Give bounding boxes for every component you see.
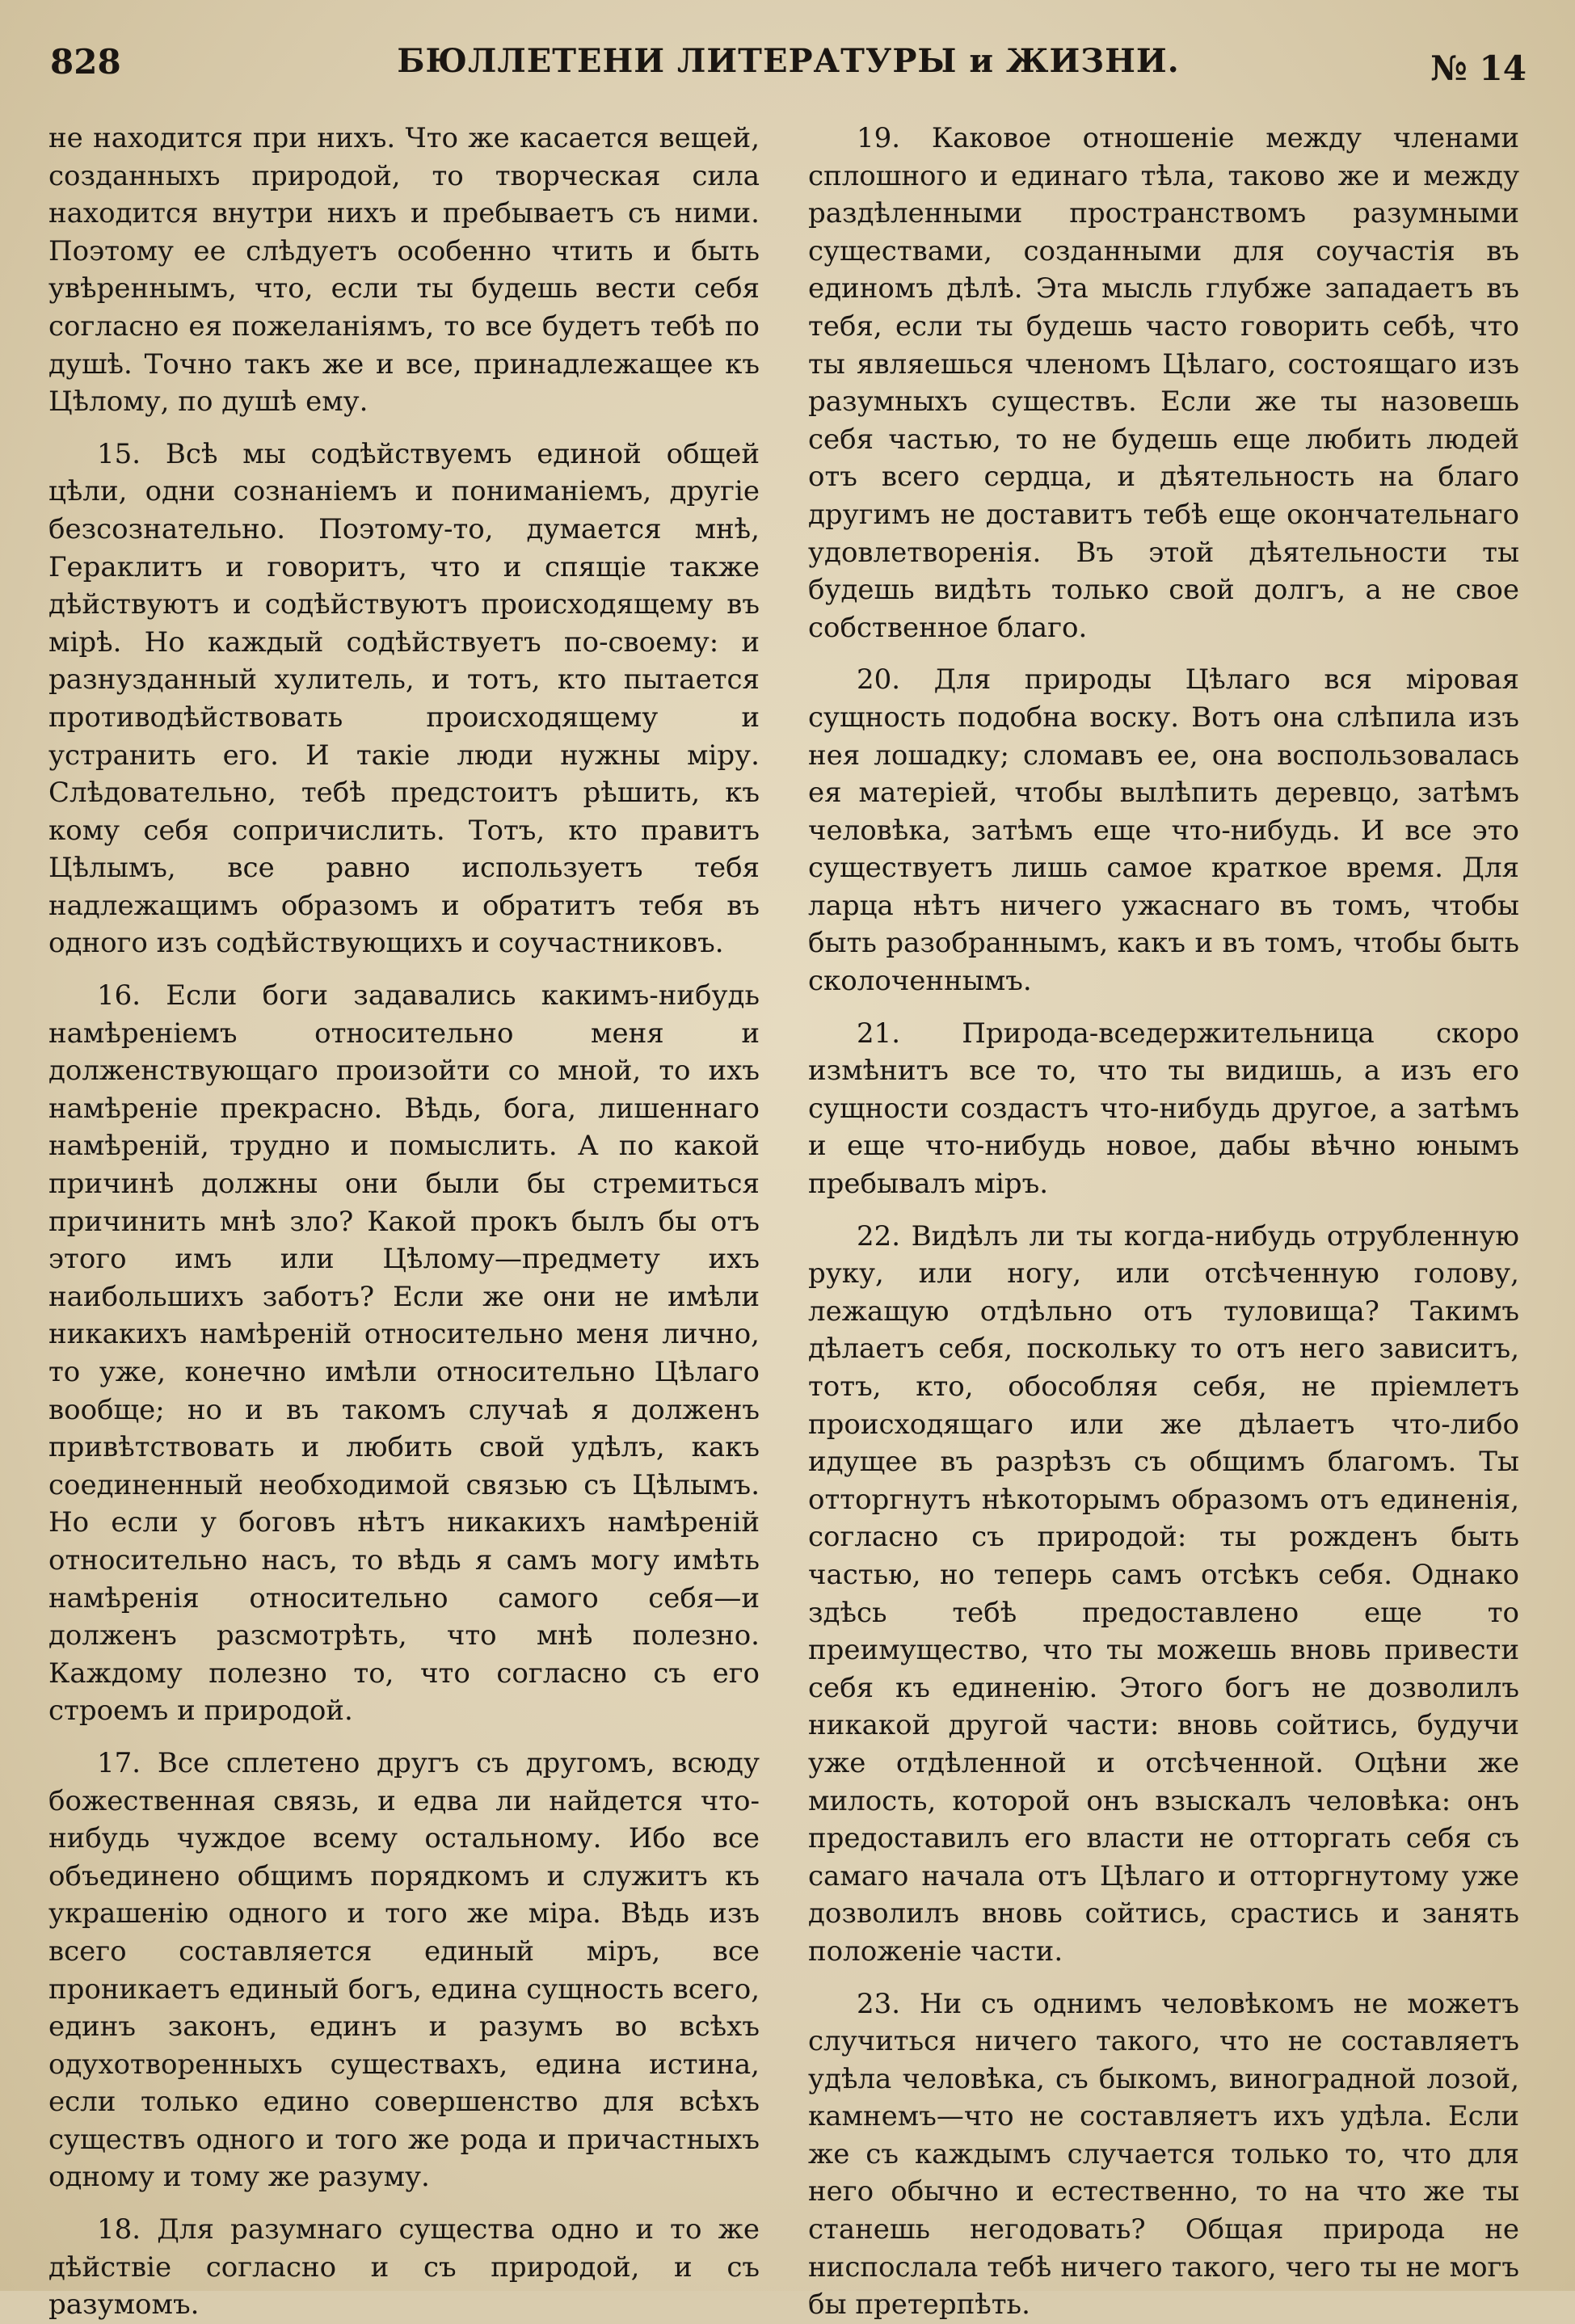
paragraph-19: 19. Каковое отношеніе между членами сплошного и единаго тѣла, таково же и между раздѣленными пространствомъ разумными существами, созданными для соучастія въ единомъ дѣлѣ. Эта мысль глубже западаетъ въ тебя, если ты будешь часто говорить себѣ, что ты являешься членомъ Цѣлаго, состоящаго изъ разумныхъ существъ. Если же ты назовешь себя частью, то не будешь еще любить людей отъ всего сердца, и дѣятельность на благо другимъ не доставитъ тебѣ еще окончательнаго удовлетворенія. Въ этой дѣятельности ты будешь видѣть только свой долгъ, а не свое собственное благо. <box>808 122 1519 644</box>
right-column <box>808 120 1519 2322</box>
page-number: 828 <box>50 42 121 82</box>
paragraph-15: 15. Всѣ мы содѣйствуемъ единой общей цѣли, одни сознаніемъ и пониманіемъ, другіе безсознательно. Поэтому-то, думается мнѣ, Гераклитъ и говоритъ, что и спящіе также дѣйствуютъ и содѣйствуютъ происходящему въ мірѣ. Но каждый содѣйствуетъ по-своему: и разнузданный хулитель, и тотъ, кто пытается противодѣйствовать происходящему и устранить его. И такіе люди нужны міру. Слѣдовательно, тебѣ предстоитъ рѣшить, къ кому себя сопричислить. Тотъ, кто правитъ Цѣлымъ, все равно используетъ тебя надлежащимъ образомъ и обратитъ тебя въ одного изъ содѣйствующихъ и соучастниковъ. <box>48 437 760 960</box>
paragraph-17: 17. Все сплетено другъ съ другомъ, всюду божественная связь, и едва ли найдется что-нибудь чуждое всему остальному. Ибо все объединено общимъ порядкомъ и служитъ къ украшенію одного и того же міра. Вѣдь изъ всего составляется единый міръ, все проникаетъ единый богъ, едина сущность всего, единъ законъ, единъ и разумъ во всѣхъ одухотворенныхъ существахъ, едина истина, если только едино совершенство для всѣхъ существъ одного и того же рода и причастныхъ одному и тому же разуму. <box>48 1746 760 2194</box>
left-column <box>48 120 760 2322</box>
paragraph-21: 21. Природа-вседержительница скоро измѣнитъ все то, что ты видишь, а изъ его сущности создастъ что-нибудь другое, а затѣмъ и еще что-нибудь новое, дабы вѣчно юнымъ пребывалъ міръ. <box>808 1017 1519 1201</box>
paragraph-22: 22. Видѣлъ ли ты когда-нибудь отрубленную руку, или ногу, или отсѣченную голову, лежащую отдѣльно отъ туловища? Такимъ дѣлаетъ себя, поскольку то отъ него зависитъ, тотъ, кто, обособляя себя, не пріемлетъ происходящаго или же дѣлаетъ что-либо идущее въ разрѣзъ съ общимъ благомъ. Ты отторгнутъ нѣкоторымъ образомъ отъ единенія, согласно съ природой: ты рожденъ быть частью, но теперь самъ отсѣкъ себя. Однако здѣсь тебѣ предоставлено еще то преимущество, что ты можешь вновь привести себя къ единенію. Этого богъ не дозволилъ никакой другой части: вновь сойтись, будучи уже отдѣленной и отсѣченной. Оцѣни же милость, которой онъ взыскалъ человѣка: онъ предоставилъ его власти не отторгать себя съ самаго начала отъ Цѣлаго и отторгнутому уже дозволилъ вновь сойтись, срастись и занять положеніе части. <box>808 1219 1519 1968</box>
paragraph-18: 18. Для разумнаго существа одно и то же дѣйствіе согласно и съ природой, и съ разумомъ. <box>48 2213 760 2322</box>
paragraph-16: 16. Если боги задавались какимъ-нибудь намѣреніемъ относительно меня и долженствующаго произойти со мной, то ихъ намѣреніе прекрасно. Вѣдь, бога, лишеннаго намѣреній, трудно и помыслить. А по какой причинѣ должны они были бы стремиться причинить мнѣ зло? Какой прокъ былъ бы отъ этого имъ или Цѣлому—предмету ихъ наибольшихъ заботъ? Если же они не имѣли никакихъ намѣреній относительно меня лично, то уже, конечно имѣли относительно Цѣлаго вообще; но и въ такомъ случаѣ я долженъ привѣтствовать и любить свой удѣлъ, какъ соединенный необходимой связью съ Цѣлымъ. Но если у боговъ нѣтъ никакихъ намѣреній относительно насъ, то вѣдь я самъ могу имѣть намѣренія относительно самого себя—и долженъ разсмотрѣть, что мнѣ полезно. Каждому полезно то, что согласно съ его строемъ и природой. <box>48 979 760 1728</box>
paragraph-20: 20. Для природы Цѣлаго вся міровая сущность подобна воску. Вотъ она слѣпила изъ нея лошадку; сломавъ ее, она воспользовалась ея матеріей, чтобы вылѣпить деревцо, затѣмъ человѣка, затѣмъ еще что-нибудь. И все это существуетъ лишь самое краткое время. Для ларца нѣтъ ничего ужаснаго въ томъ, чтобы быть разобраннымъ, какъ и въ томъ, чтобы быть сколоченнымъ. <box>808 663 1519 998</box>
paragraph-23: 23. Ни съ однимъ человѣкомъ не можетъ случиться ничего такого, что не составляетъ удѣла человѣка, съ быкомъ, виноградной лозой, камнемъ—что не составляетъ ихъ удѣла. Если же съ каждымъ случается только то, что для него обычно и естественно, то на что же ты станешь негодовать? Общая природа не ниспослала тебѣ ничего такого, чего ты не могъ бы претерпѣть. <box>808 1987 1519 2322</box>
running-title: БЮЛЛЕТЕНИ ЛИТЕРАТУРЫ и ЖИЗНИ. <box>397 42 1180 80</box>
page-header <box>50 31 1527 87</box>
paragraph-continuation: не находится при нихъ. Что же касается вещей, созданныхъ природой, то творческая сила находится внутри нихъ и пребываетъ съ ними. Поэтому ее слѣдуетъ особенно чтить и быть увѣреннымъ, что, если ты будешь вести себя согласно ея пожеланіямъ, то все будетъ тебѣ по душѣ. Точно такъ же и все, принадлежащее къ Цѣлому, по душѣ ему. <box>48 122 760 419</box>
issue-number: № 14 <box>1430 48 1527 88</box>
